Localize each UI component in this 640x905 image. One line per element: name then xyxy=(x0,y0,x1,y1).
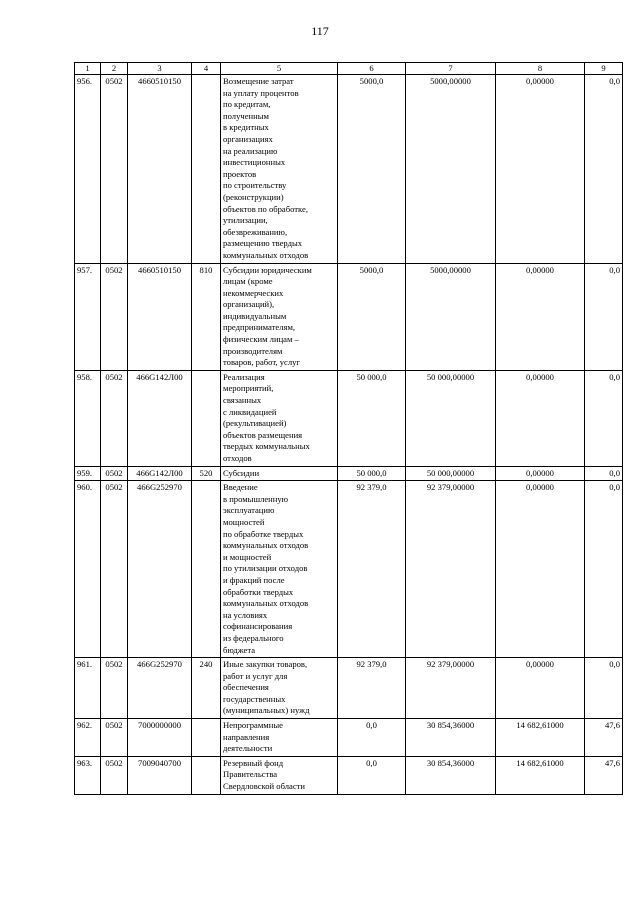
planned-amount: 50 000,0 xyxy=(338,370,406,466)
table-row xyxy=(75,756,623,794)
header-row xyxy=(75,63,623,75)
item-name: Возмещение затрат на уплату процентов по кредитам, полученным в кредитных организациях на реализацию инвестиционных проектов по строительству (реконструкции) объектов по обработке, утилизации, обезвреживанию, размещению твердых коммунальных отходов xyxy=(221,75,338,264)
row-number: 961. xyxy=(75,658,101,719)
section-code: 0502 xyxy=(101,756,128,794)
target-code: 4660510150 xyxy=(128,75,192,264)
row-number: 959. xyxy=(75,466,101,481)
execution-percent: 0,0 xyxy=(585,658,623,719)
target-code: 466G252970 xyxy=(128,481,192,658)
target-code: 7000000000 xyxy=(128,719,192,757)
planned-amount: 0,0 xyxy=(338,719,406,757)
execution-percent: 0,0 xyxy=(585,481,623,658)
col-header-3: 3 xyxy=(128,63,192,75)
approved-amount: 92 379,00000 xyxy=(406,658,496,719)
executed-amount: 0,00000 xyxy=(496,466,585,481)
expense-type: 810 xyxy=(192,263,221,370)
section-code: 0502 xyxy=(101,370,128,466)
row-number: 963. xyxy=(75,756,101,794)
approved-amount: 30 854,36000 xyxy=(406,756,496,794)
approved-amount: 50 000,00000 xyxy=(406,466,496,481)
item-name: Иные закупки товаров, работ и услуг для обеспечения государственных (муниципальных) нужд xyxy=(221,658,338,719)
executed-amount: 0,00000 xyxy=(496,370,585,466)
target-code: 466G142Л00 xyxy=(128,370,192,466)
col-header-4: 4 xyxy=(192,63,221,75)
section-code: 0502 xyxy=(101,263,128,370)
execution-percent: 47,6 xyxy=(585,719,623,757)
table-row xyxy=(75,481,623,658)
expense-type xyxy=(192,370,221,466)
section-code: 0502 xyxy=(101,466,128,481)
section-code: 0502 xyxy=(101,75,128,264)
execution-percent: 0,0 xyxy=(585,263,623,370)
section-code: 0502 xyxy=(101,481,128,658)
expense-type xyxy=(192,756,221,794)
row-number: 958. xyxy=(75,370,101,466)
table-row xyxy=(75,75,623,264)
approved-amount: 30 854,36000 xyxy=(406,719,496,757)
col-header-7: 7 xyxy=(406,63,496,75)
item-name: Субсидии xyxy=(221,466,338,481)
row-number: 960. xyxy=(75,481,101,658)
planned-amount: 0,0 xyxy=(338,756,406,794)
item-name: Субсидии юридическим лицам (кроме некоммерческих организаций), индивидуальным предпринимателям, физическим лицам – производителям товаров, работ, услуг xyxy=(221,263,338,370)
item-name: Реализация мероприятий, связанных с ликвидацией (рекультивацией) объектов размещения твердых коммунальных отходов xyxy=(221,370,338,466)
col-header-2: 2 xyxy=(101,63,128,75)
table-row xyxy=(75,658,623,719)
table-row xyxy=(75,263,623,370)
row-number: 962. xyxy=(75,719,101,757)
section-code: 0502 xyxy=(101,719,128,757)
expense-type: 520 xyxy=(192,466,221,481)
target-code: 7009040700 xyxy=(128,756,192,794)
executed-amount: 0,00000 xyxy=(496,75,585,264)
budget-table xyxy=(74,62,623,795)
col-header-9: 9 xyxy=(585,63,623,75)
executed-amount: 0,00000 xyxy=(496,481,585,658)
expense-type xyxy=(192,481,221,658)
planned-amount: 92 379,0 xyxy=(338,481,406,658)
target-code: 466G142Л00 xyxy=(128,466,192,481)
planned-amount: 50 000,0 xyxy=(338,466,406,481)
table-row xyxy=(75,370,623,466)
executed-amount: 14 682,61000 xyxy=(496,756,585,794)
approved-amount: 92 379,00000 xyxy=(406,481,496,658)
approved-amount: 50 000,00000 xyxy=(406,370,496,466)
expense-type xyxy=(192,719,221,757)
executed-amount: 0,00000 xyxy=(496,658,585,719)
planned-amount: 5000,0 xyxy=(338,75,406,264)
table-row xyxy=(75,719,623,757)
page-number: 117 xyxy=(311,24,329,38)
approved-amount: 5000,00000 xyxy=(406,263,496,370)
target-code: 4660510150 xyxy=(128,263,192,370)
execution-percent: 0,0 xyxy=(585,370,623,466)
execution-percent: 47,6 xyxy=(585,756,623,794)
item-name: Непрограммные направления деятельности xyxy=(221,719,338,757)
planned-amount: 5000,0 xyxy=(338,263,406,370)
executed-amount: 14 682,61000 xyxy=(496,719,585,757)
col-header-5: 5 xyxy=(221,63,338,75)
target-code: 466G252970 xyxy=(128,658,192,719)
col-header-8: 8 xyxy=(496,63,585,75)
col-header-1: 1 xyxy=(75,63,101,75)
execution-percent: 0,0 xyxy=(585,75,623,264)
col-header-6: 6 xyxy=(338,63,406,75)
execution-percent: 0,0 xyxy=(585,466,623,481)
item-name: Введение в промышленную эксплуатацию мощностей по обработке твердых коммунальных отходов и мощностей по утилизации отходов и фракций после обработки твердых коммунальных отходов на условиях софинансирования из федерального бюджета xyxy=(221,481,338,658)
section-code: 0502 xyxy=(101,658,128,719)
planned-amount: 92 379,0 xyxy=(338,658,406,719)
table-row xyxy=(75,466,623,481)
approved-amount: 5000,00000 xyxy=(406,75,496,264)
expense-type xyxy=(192,75,221,264)
expense-type: 240 xyxy=(192,658,221,719)
executed-amount: 0,00000 xyxy=(496,263,585,370)
row-number: 956. xyxy=(75,75,101,264)
item-name: Резервный фонд Правительства Свердловской области xyxy=(221,756,338,794)
row-number: 957. xyxy=(75,263,101,370)
